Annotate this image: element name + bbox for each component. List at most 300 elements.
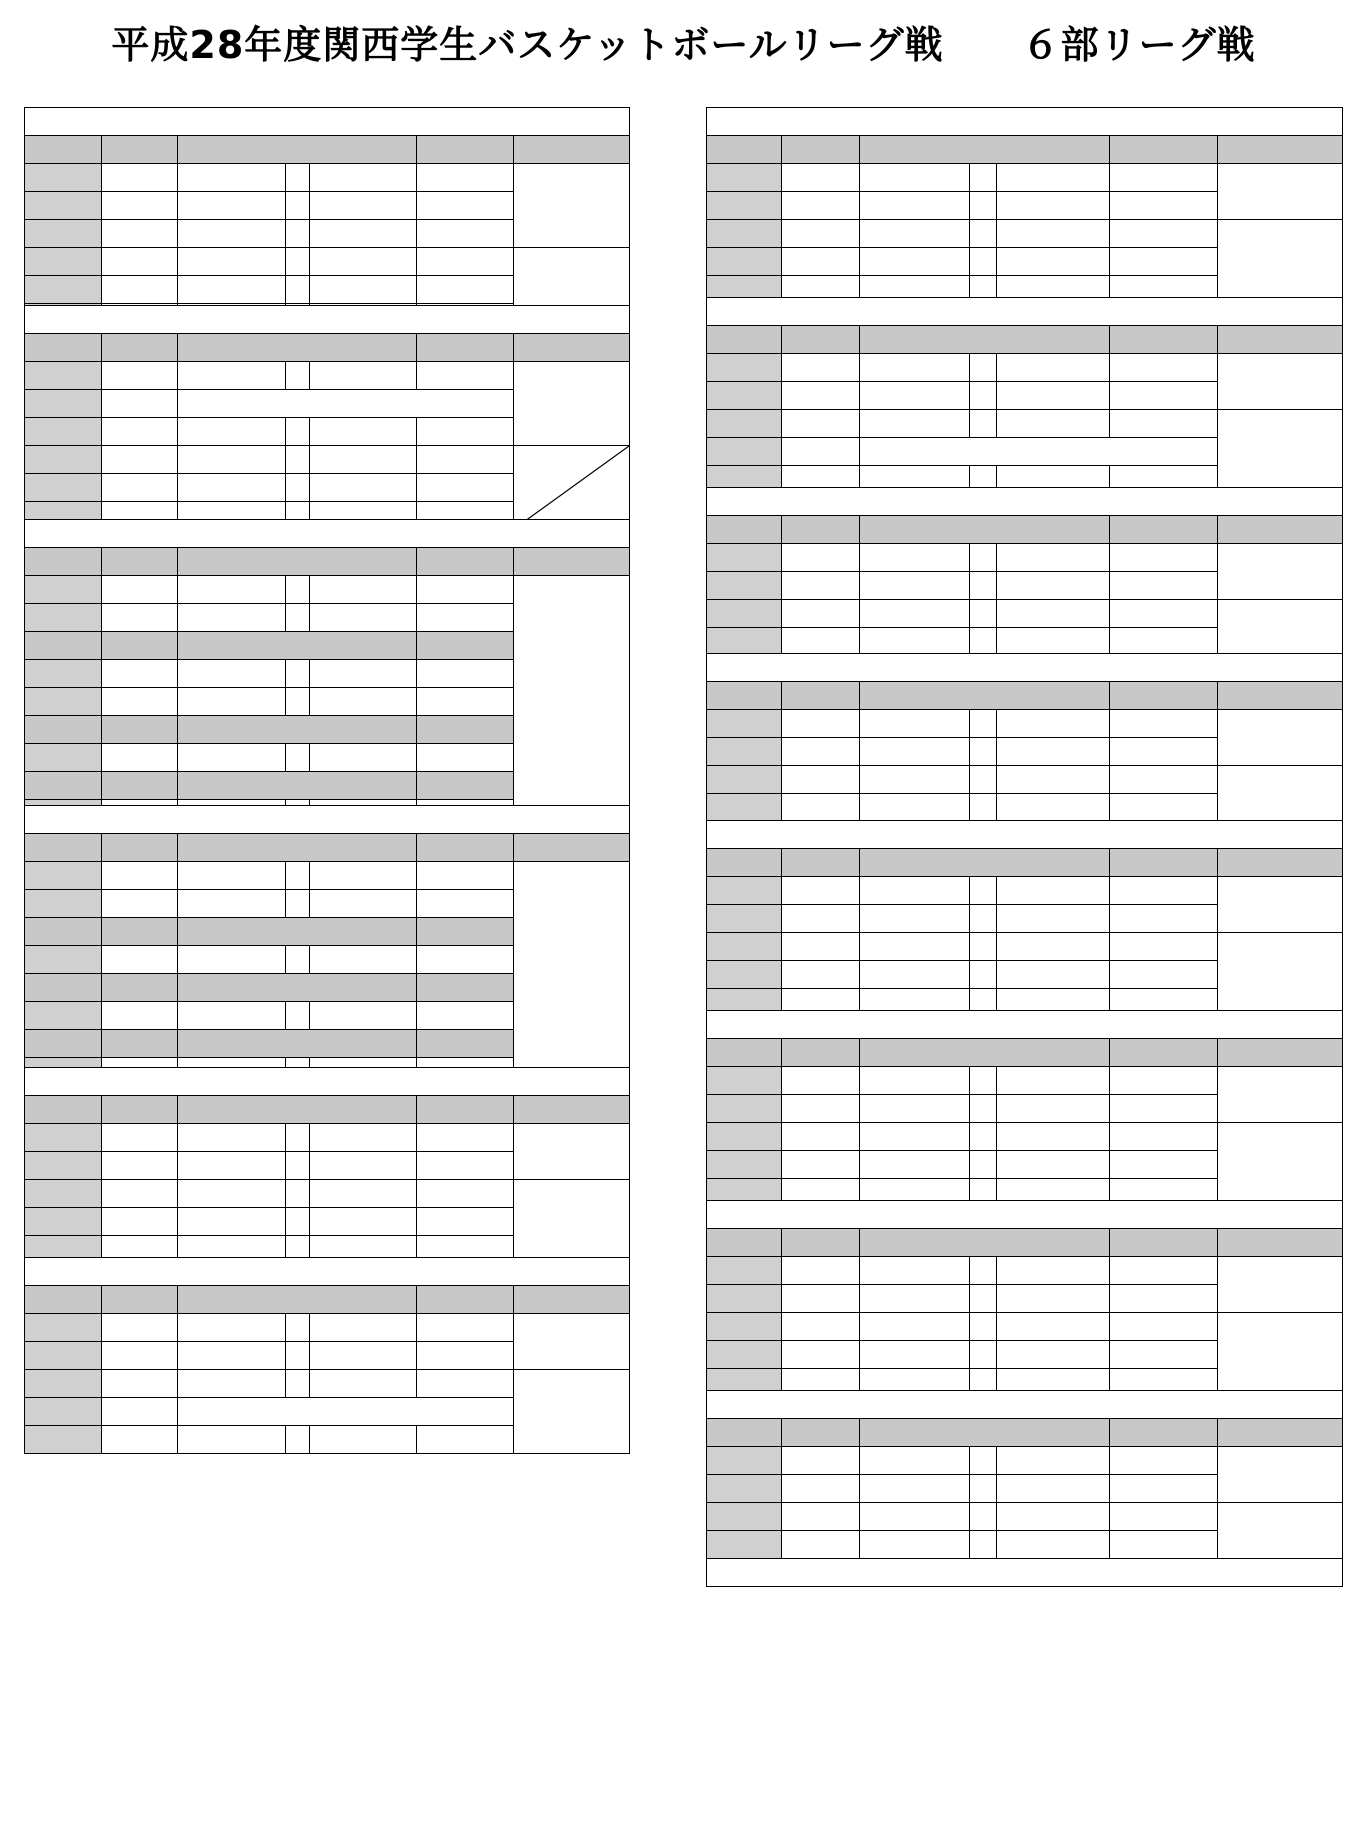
time-header [25, 1286, 102, 1314]
game-time [707, 248, 782, 276]
game-time [707, 1341, 782, 1369]
versus-dash [286, 276, 310, 304]
team-b [310, 1426, 417, 1454]
game-time [25, 446, 102, 474]
time-header [25, 334, 102, 362]
versus-dash [970, 1341, 997, 1369]
game-number [102, 890, 178, 918]
game-time [707, 220, 782, 248]
team-b [310, 688, 417, 716]
table-official [1110, 1341, 1218, 1369]
to-header [1110, 849, 1218, 877]
division-header [178, 136, 417, 164]
game-number [782, 438, 860, 466]
student-committee [514, 1314, 630, 1370]
committee-header [1218, 136, 1343, 164]
versus-dash [970, 354, 997, 382]
versus-dash [970, 1313, 997, 1341]
team-b [997, 766, 1110, 794]
time-header [707, 136, 782, 164]
gno-header [782, 1229, 860, 1257]
team-b [997, 1123, 1110, 1151]
game-number [102, 418, 178, 446]
team-a [860, 1123, 970, 1151]
team-a [178, 862, 286, 890]
table-official [1110, 1067, 1218, 1095]
to-header [417, 1030, 514, 1058]
game-number [782, 1257, 860, 1285]
versus-dash [286, 862, 310, 890]
game-time [707, 877, 782, 905]
versus-dash [970, 1123, 997, 1151]
schedule-table [24, 1067, 630, 1264]
team-a [178, 1002, 286, 1030]
game-number [102, 276, 178, 304]
table-official [417, 446, 514, 474]
table-official [417, 1208, 514, 1236]
table-official [417, 192, 514, 220]
gno-header [102, 1286, 178, 1314]
game-number [102, 1370, 178, 1398]
game-number [102, 1152, 178, 1180]
team-a [860, 766, 970, 794]
game-row [707, 354, 1343, 382]
versus-dash [970, 600, 997, 628]
team-b [310, 1370, 417, 1398]
time-header [25, 772, 102, 800]
game-time [25, 1002, 102, 1030]
game-time [25, 1124, 102, 1152]
table-official [1110, 572, 1218, 600]
game-time [25, 418, 102, 446]
team-a [860, 628, 970, 656]
game-time [25, 1180, 102, 1208]
gno-header [782, 1419, 860, 1447]
game-time [25, 1152, 102, 1180]
to-header [1110, 516, 1218, 544]
student-committee [1218, 354, 1343, 410]
gno-header [102, 136, 178, 164]
versus-dash [286, 1342, 310, 1370]
column-header-row [707, 326, 1343, 354]
day-header [25, 806, 630, 834]
day-header [25, 306, 630, 334]
versus-dash [286, 446, 310, 474]
versus-dash [970, 572, 997, 600]
game-time [25, 1342, 102, 1370]
to-header [1110, 136, 1218, 164]
versus-dash [970, 933, 997, 961]
schedule-table [706, 653, 1343, 822]
game-row [707, 410, 1343, 438]
game-number [102, 946, 178, 974]
game-row [707, 1313, 1343, 1341]
schedule-day-block [24, 107, 629, 332]
team-b [997, 1257, 1110, 1285]
game-row [707, 766, 1343, 794]
committee-header [514, 548, 630, 576]
game-number [782, 1285, 860, 1313]
schedule-day-block [706, 487, 1342, 656]
day-header [25, 520, 630, 548]
team-a [860, 1257, 970, 1285]
game-number [782, 572, 860, 600]
game-time [25, 164, 102, 192]
versus-dash [286, 164, 310, 192]
versus-dash [970, 905, 997, 933]
student-committee [1218, 877, 1343, 933]
to-header [417, 918, 514, 946]
schedule-day-block [24, 305, 629, 530]
team-b [310, 1208, 417, 1236]
table-official [417, 474, 514, 502]
game-number [102, 1342, 178, 1370]
game-time [25, 688, 102, 716]
game-time [707, 1151, 782, 1179]
game-time [707, 738, 782, 766]
versus-dash [970, 710, 997, 738]
game-number [102, 576, 178, 604]
game-time [707, 1503, 782, 1531]
table-official [417, 276, 514, 304]
closing-ceremony [707, 1559, 1343, 1587]
schedule-day-block [706, 107, 1342, 304]
committee-header [514, 1286, 630, 1314]
student-committee [1218, 933, 1343, 1017]
schedule-day-block [24, 1067, 629, 1264]
game-number [102, 1426, 178, 1454]
committee-header [1218, 849, 1343, 877]
game-time [25, 1208, 102, 1236]
game-time [707, 905, 782, 933]
student-committee [1218, 766, 1343, 822]
team-a [860, 1341, 970, 1369]
game-time [707, 1257, 782, 1285]
game-time [707, 1067, 782, 1095]
forfeit-label [860, 438, 1218, 466]
table-official [417, 744, 514, 772]
table-official [1110, 410, 1218, 438]
schedule-table [706, 1390, 1343, 1587]
committee-header [514, 334, 630, 362]
time-header [25, 834, 102, 862]
table-official [1110, 382, 1218, 410]
team-a [178, 446, 286, 474]
game-number [102, 660, 178, 688]
team-a [860, 1503, 970, 1531]
game-time [707, 961, 782, 989]
game-number [102, 1208, 178, 1236]
game-time [25, 576, 102, 604]
versus-dash [286, 688, 310, 716]
game-number [782, 1503, 860, 1531]
game-number [782, 961, 860, 989]
gno-header [782, 849, 860, 877]
division-header [178, 918, 417, 946]
game-time [707, 544, 782, 572]
student-committee [514, 576, 630, 828]
game-number [102, 1314, 178, 1342]
table-official [417, 890, 514, 918]
team-a [178, 220, 286, 248]
schedule-day-block [706, 1010, 1342, 1207]
game-row [25, 1314, 630, 1342]
game-time [25, 1314, 102, 1342]
column-header-row [25, 334, 630, 362]
team-b [310, 220, 417, 248]
team-a [860, 220, 970, 248]
table-official [417, 362, 514, 390]
game-number [782, 628, 860, 656]
team-a [178, 474, 286, 502]
column-header-row [707, 849, 1343, 877]
student-committee [1218, 1067, 1343, 1123]
game-row [707, 1257, 1343, 1285]
to-header [417, 334, 514, 362]
student-committee [1218, 600, 1343, 656]
team-a [860, 961, 970, 989]
table-official [417, 1124, 514, 1152]
game-row [707, 710, 1343, 738]
division-header [178, 716, 417, 744]
game-row [25, 1180, 630, 1208]
division-header [178, 1030, 417, 1058]
game-time [25, 248, 102, 276]
team-b [310, 1342, 417, 1370]
team-a [178, 744, 286, 772]
game-time [707, 710, 782, 738]
game-time [25, 362, 102, 390]
slash-line [514, 446, 629, 529]
table-official [1110, 600, 1218, 628]
game-number [102, 192, 178, 220]
to-header [417, 834, 514, 862]
game-number [102, 446, 178, 474]
game-number [102, 1002, 178, 1030]
table-official [1110, 1095, 1218, 1123]
to-header [417, 716, 514, 744]
gno-header [102, 716, 178, 744]
day-header [707, 1391, 1343, 1419]
game-number [102, 248, 178, 276]
game-number [782, 382, 860, 410]
team-b [997, 220, 1110, 248]
team-a [860, 164, 970, 192]
game-time [25, 390, 102, 418]
team-a [860, 794, 970, 822]
team-b [310, 1180, 417, 1208]
table-official [417, 604, 514, 632]
versus-dash [286, 576, 310, 604]
team-b [310, 164, 417, 192]
game-time [25, 220, 102, 248]
schedule-day-block [706, 1390, 1342, 1587]
team-a [860, 382, 970, 410]
team-a [860, 1475, 970, 1503]
game-row [707, 600, 1343, 628]
day-header [707, 108, 1343, 136]
committee-header [1218, 1039, 1343, 1067]
division-header [860, 1039, 1110, 1067]
schedule-table [706, 1010, 1343, 1207]
game-time [25, 276, 102, 304]
team-b [310, 192, 417, 220]
versus-dash [970, 1067, 997, 1095]
committee-header [514, 136, 630, 164]
team-b [997, 1313, 1110, 1341]
team-a [860, 738, 970, 766]
team-a [178, 1180, 286, 1208]
team-b [310, 446, 417, 474]
game-number [782, 1123, 860, 1151]
versus-dash [286, 744, 310, 772]
day-header [707, 821, 1343, 849]
team-a [178, 576, 286, 604]
column-header-row [25, 136, 630, 164]
game-row [25, 576, 630, 604]
versus-dash [970, 1447, 997, 1475]
team-b [310, 362, 417, 390]
team-a [860, 1151, 970, 1179]
student-committee [514, 1124, 630, 1180]
day-header [707, 1011, 1343, 1039]
team-b [310, 1314, 417, 1342]
student-committee [1218, 410, 1343, 494]
column-header-row [707, 1419, 1343, 1447]
division-header [860, 136, 1110, 164]
table-official [1110, 1475, 1218, 1503]
division-header [178, 974, 417, 1002]
schedule-table [24, 805, 630, 1086]
game-row [707, 877, 1343, 905]
team-b [997, 794, 1110, 822]
versus-dash [286, 418, 310, 446]
game-row [25, 362, 630, 390]
game-time [25, 604, 102, 632]
table-official [417, 946, 514, 974]
game-time [707, 354, 782, 382]
table-official [417, 164, 514, 192]
team-b [310, 946, 417, 974]
team-a [178, 362, 286, 390]
game-time [707, 1285, 782, 1313]
game-number [102, 604, 178, 632]
game-number [102, 220, 178, 248]
team-b [310, 1124, 417, 1152]
team-a [860, 905, 970, 933]
game-number [102, 1124, 178, 1152]
team-a [178, 164, 286, 192]
to-header [417, 1286, 514, 1314]
game-time [707, 382, 782, 410]
table-official [417, 688, 514, 716]
team-b [310, 890, 417, 918]
division-header [178, 1286, 417, 1314]
forfeit-label [178, 1398, 514, 1426]
team-a [860, 410, 970, 438]
team-b [310, 1002, 417, 1030]
game-row [25, 862, 630, 890]
game-row [707, 544, 1343, 572]
team-b [997, 933, 1110, 961]
game-number [102, 688, 178, 716]
schedule-table [706, 487, 1343, 656]
day-header [25, 108, 630, 136]
versus-dash [286, 660, 310, 688]
team-a [860, 1531, 970, 1559]
game-number [782, 220, 860, 248]
division-header [860, 1419, 1110, 1447]
game-time [707, 766, 782, 794]
versus-dash [970, 738, 997, 766]
versus-dash [970, 961, 997, 989]
student-committee [1218, 164, 1343, 220]
table-official [1110, 164, 1218, 192]
division-header [178, 334, 417, 362]
game-number [782, 738, 860, 766]
committee-header [1218, 682, 1343, 710]
time-header [25, 1030, 102, 1058]
team-b [997, 600, 1110, 628]
schedule-table [706, 107, 1343, 304]
day-header [707, 488, 1343, 516]
game-time [707, 1123, 782, 1151]
team-a [178, 418, 286, 446]
versus-dash [286, 1314, 310, 1342]
game-row [25, 446, 630, 474]
team-b [997, 248, 1110, 276]
table-official [1110, 877, 1218, 905]
table-official [1110, 1531, 1218, 1559]
team-b [310, 1152, 417, 1180]
game-number [782, 710, 860, 738]
gno-header [102, 632, 178, 660]
table-official [417, 1314, 514, 1342]
team-a [178, 946, 286, 974]
versus-dash [286, 220, 310, 248]
schedule-day-block [24, 1257, 629, 1454]
forfeit-label [178, 390, 514, 418]
versus-dash [286, 1124, 310, 1152]
game-number [782, 164, 860, 192]
team-b [997, 192, 1110, 220]
to-header [417, 772, 514, 800]
game-row [25, 1370, 630, 1398]
game-number [782, 905, 860, 933]
table-official [1110, 1123, 1218, 1151]
time-header [25, 632, 102, 660]
game-number [102, 164, 178, 192]
gno-header [782, 1039, 860, 1067]
game-number [782, 600, 860, 628]
time-header [707, 326, 782, 354]
table-official [1110, 961, 1218, 989]
column-header-row [25, 834, 630, 862]
student-committee [1218, 1447, 1343, 1503]
game-time [707, 933, 782, 961]
committee-header [1218, 516, 1343, 544]
schedule-table [24, 305, 630, 530]
versus-dash [970, 164, 997, 192]
table-official [1110, 1503, 1218, 1531]
versus-dash [970, 1257, 997, 1285]
division-header [860, 1229, 1110, 1257]
team-b [997, 1285, 1110, 1313]
team-b [310, 276, 417, 304]
schedule-day-block [24, 805, 629, 1086]
team-a [860, 248, 970, 276]
time-header [25, 1096, 102, 1124]
